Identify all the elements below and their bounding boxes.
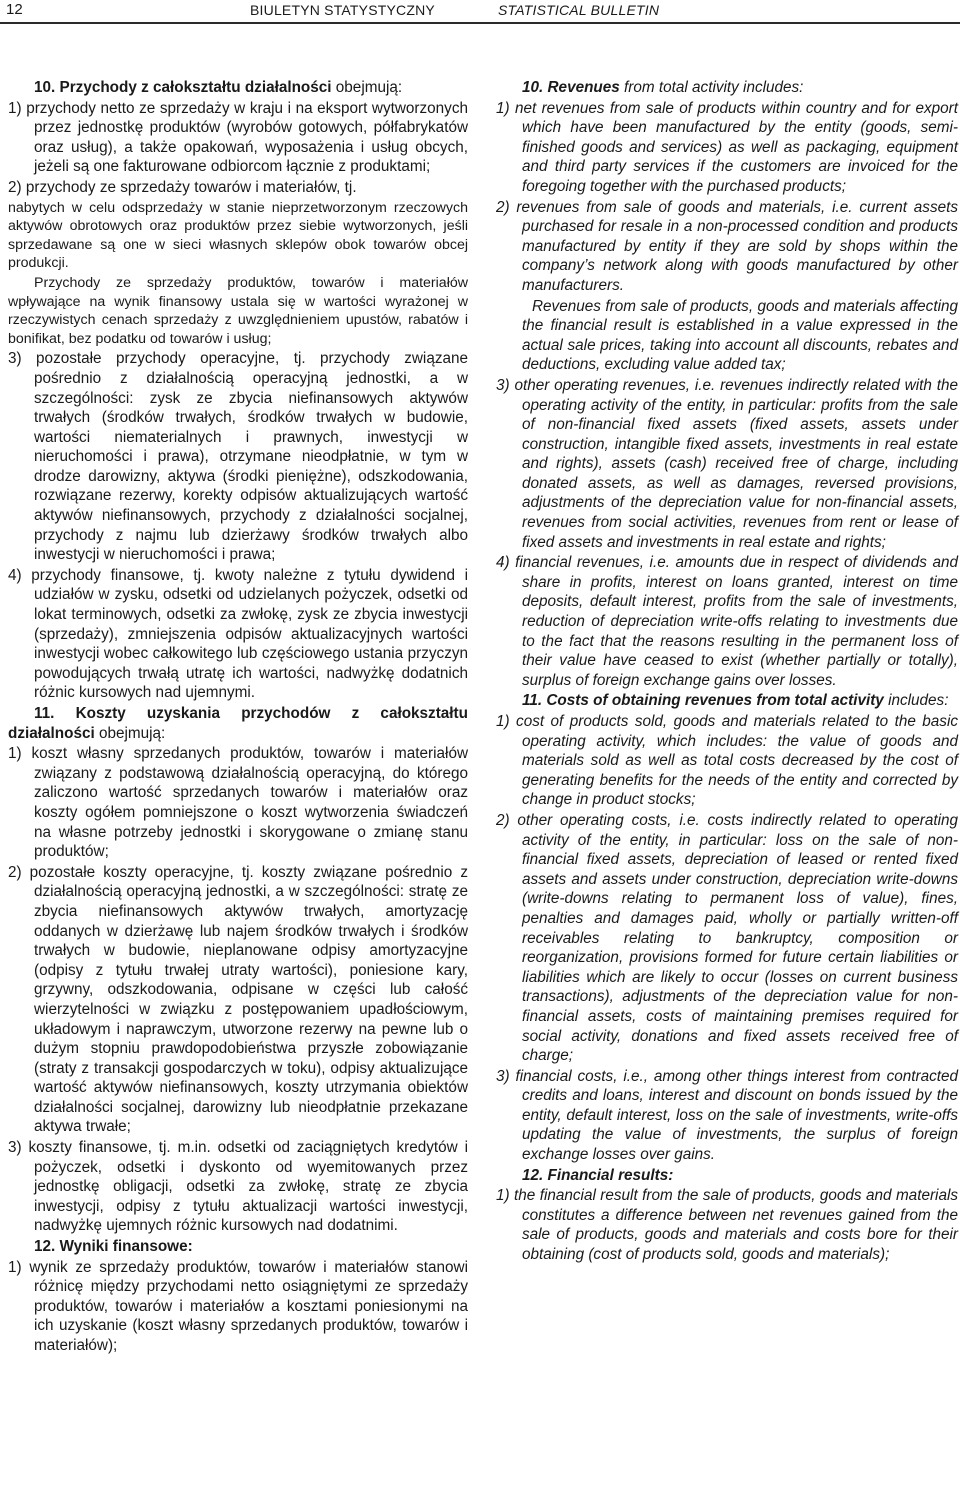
section-12-item-1: 1) the financial result from the sale of products, goods and materials constitutes a difference between net revenues gained from the sale of products, goods and materials and costs bore for their obtaining (cost of products sold, goods and materials); — [496, 1187, 958, 1264]
section-10-item-2-continued: nabytych w celu odsprzedaży w stanie nieprzetworzonym rzeczowych aktywów obrotowych oraz produktów przez siebie wytworzonych, jeśli sprzedawane są one w sieci własnych sklepów obok towarów obcej produkcji. — [8, 199, 468, 272]
section-12-title: 12. Financial results: — [522, 1166, 674, 1184]
header-title-polish: BIULETYN STATYSTYCZNY — [250, 2, 435, 18]
section-10-item-1: 1) przychody netto ze sprzedaży w kraju i na eksport wytworzonych przez jednostkę produktów (wyrobów gotowych, półfabrykatów oraz usług), a także opakowań, wyposażenia i usług obcych, jeżeli są one fakturowane odbiorcom łącznie z produktami; — [8, 99, 468, 176]
section-10-paragraph: Przychody ze sprzedaży produktów, towarów i materiałów wpływające na wynik finansowy ustala się w wartości wyrażonej w rzeczywistych cenach sprzedaży z uwzględnieniem upustów, rabatów i bonifikat, bez podatku od towarów i usług; — [8, 274, 468, 347]
section-11-item-1: 1) koszt własny sprzedanych produktów, towarów i materiałów związany z podstawową działalnością operacyjną, do którego zaliczono wartość sprzedanych towarów i materiałów oraz koszty ogółem pomniejszone o koszt wytworzenia świadczeń na własne potrzeby jednostki i skorygowane o zmianę stanu produktów; — [8, 745, 468, 861]
section-10-item-4: 4) financial revenues, i.e. amounts due in respect of dividends and share in profits, interest on loans granted, interest on time deposits, default interest, profits from the sale of investments, reduction of depreciation write-offs relating to investments due to the fact that the reasons resulting in the permanent loss of their value have ceased to exist (whether partially or totally), surplus of foreign exchange gains over losses. — [496, 554, 958, 689]
polish-column — [8, 78, 468, 1357]
section-10-item-1: 1) net revenues from sale of products within country and for export which have been manufactured by the entity (goods, semi-finished goods and services) as well as packaging, equipment and third party services if the customers are invoiced for the foregoing together with the purchased products; — [496, 99, 958, 195]
english-column — [496, 78, 958, 1266]
page-number: 12 — [6, 1, 23, 18]
section-10-heading — [496, 78, 958, 98]
section-12-heading — [8, 1237, 468, 1257]
section-10-item-3: 3) pozostałe przychody operacyjne, tj. przychody związane pośrednio z działalnością operacyjną jednostki, a w szczególności: zysk ze zbycia niefinansowych aktywów trwałych (środków trwałych, środków trwałych w budowie, wartości niematerialnych i prawnych, inwestycji w nieruchomości i prawa), otrzymane nieodpłatnie, w tym w drodze darowizny, aktywa (środki pieniężne), odszkodowania, rozwiązane rezerwy, korekty odpisów aktualizujących wartość aktywów niefinansowych, przychody z działalności socjalnej, przychody z najmu lub dzierżawy środków trwałych albo inwestycji w nieruchomości i prawa; — [8, 350, 468, 564]
section-10-title-rest: obejmują: — [331, 79, 403, 96]
section-10-title: 10. Revenues — [522, 79, 620, 96]
section-11-title-rest: includes: — [883, 692, 949, 710]
header-title-english: STATISTICAL BULLETIN — [498, 2, 660, 18]
section-10-heading — [8, 78, 468, 98]
header-rule — [0, 22, 960, 24]
section-10-title: 10. Przychody z całokształtu działalności — [34, 79, 332, 96]
section-11-item-1: 1) cost of products sold, goods and materials related to the basic operating activity, which includes: the value of goods and materials sold as well as total costs decreased by the cost of generating benefits for the needs of the entity and corrected by change in product stocks; — [496, 713, 958, 809]
page-header — [0, 0, 960, 22]
section-12-item-1: 1) wynik ze sprzedaży produktów, towarów i materiałów stanowi różnicę między przychodami netto osiągniętymi ze sprzedaży produktów, towarów i materiałów a kosztami poniesionymi na ich uzyskanie (koszt własny sprzedanych produktów, towarów i materiałów); — [8, 1258, 468, 1354]
section-10-item-3: 3) other operating revenues, i.e. revenues indirectly related with the operating activity of the entity, in particular: profits from the sale of non-financial fixed assets (fixed assets, assets under construction, intangible fixed assets, investments in real estate and rights), assets (cash) received free of charge, including donated assets, as well as damages, reversed provisions, adjustments of the depreciation value for non-financial assets, revenues from social activities, revenues from rent or lease of fixed assets and investments in real estate and rights; — [496, 376, 958, 551]
section-11-item-3: 3) koszty finansowe, tj. m.in. odsetki od zaciągniętych kredytów i pożyczek, odsetki i dyskonto od wyemitowanych przez jednostkę obligacji, odsetki za zwłokę, stratę ze zbycia inwestycji, odpisy z tytułu aktualizacji wartości inwestycji, nadwyżkę ujemnych różnic kursowych nad dodatnimi. — [8, 1139, 468, 1235]
section-11-title: 11. Koszty uzyskania przychodów z całokształtu działalności — [8, 705, 468, 742]
section-11-item-2: 2) other operating costs, i.e. costs indirectly related to operating activity of the entity, in particular: loss on the sale of non-financial fixed assets, depreciation of leased or rented fixed assets and assets under construction, depreciation write-downs (write-downs relating to permanent loss of value), fines, penalties and damages paid, wholly or partially written-off receivables relating to bankruptcy, composition or reorganization, provisions formed for future certain liabilities or liabilities which are likely to occur (losses on current business transactions), adjustments of the depreciation value for non-financial assets, costs of maintaining premises required for social activity, donations and fixed assets received free of charge; — [496, 811, 958, 1065]
section-11-heading — [8, 704, 468, 743]
section-12-heading — [496, 1166, 958, 1186]
section-11-title: 11. Costs of obtaining revenues from total activity — [522, 692, 884, 710]
section-10-title-rest: from total activity includes: — [619, 79, 804, 96]
section-11-item-2: 2) pozostałe koszty operacyjne, tj. koszty związane pośrednio z działalnością operacyjną jednostki, a w szczególności: stratę ze zbycia niefinansowych aktywów trwałych, amortyzację oddanych w dzierżawę lub najem środków trwałych i środków trwałych w budowie, nieplanowane odpisy amortyzacyjne (odpisy z tytułu trwałej utraty wartości), poniesione kary, grzywny, odszkodowania, odpisane w części lub całość wierzytelności w związku z postępowaniem upadłościowym, układowym i naprawczym, utworzone rezerwy na pewne lub o dużym stopniu prawdopodobieństwa przyszłe zobowiązanie (straty z transakcji gospodarczych w toku), odpisy aktualizujące wartość aktywów niefinansowych, koszty utrzymania obiektów działalności socjalnej, darowizny lub nieodpłatnie przekazane aktywa trwałe; — [8, 863, 468, 1136]
section-10-item-2: 2) revenues from sale of goods and materials, i.e. current assets purchased for resale in a non-processed condition and products manufactured by entity if they are sold by shops within the company’s network along with goods manufactured by other manufacturers. — [496, 198, 958, 294]
section-10-item-2: 2) przychody ze sprzedaży towarów i materiałów, tj. — [8, 178, 357, 196]
section-11-title-rest: obejmują: — [94, 724, 166, 742]
section-11-heading — [496, 691, 958, 711]
section-11-item-3: 3) financial costs, i.e., among other things interest from contracted credits and loans, interest and discount on bonds issued by the entity, default interest, loss on the sale of investments, write-offs updating the value of investments, the surplus of foreign exchange losses over gains. — [496, 1067, 958, 1164]
section-12-title: 12. Wyniki finansowe: — [34, 1238, 193, 1256]
section-10-paragraph: Revenues from sale of products, goods and materials affecting the financial result is established in a value expressed in the actual sale prices, taking into account all discounts, rebates and deductions, excluding value added tax; — [522, 297, 958, 374]
section-10-item-4: 4) przychody finansowe, tj. kwoty należne z tytułu dywidend i udziałów w zysku, odsetki od udzielanych pożyczek, odsetki od lokat terminowych, odsetki za zwłokę, zysk ze zbycia inwestycji (sprzedaży), zmniejszenia odpisów aktualizacyjnych wartości inwestycji wobec całkowitego lub częściowego ustania przyczyn powodujących trwałą utratę ich wartości, nadwyżkę dodatnich różnic kursowych nad ujemnymi. — [8, 566, 468, 702]
